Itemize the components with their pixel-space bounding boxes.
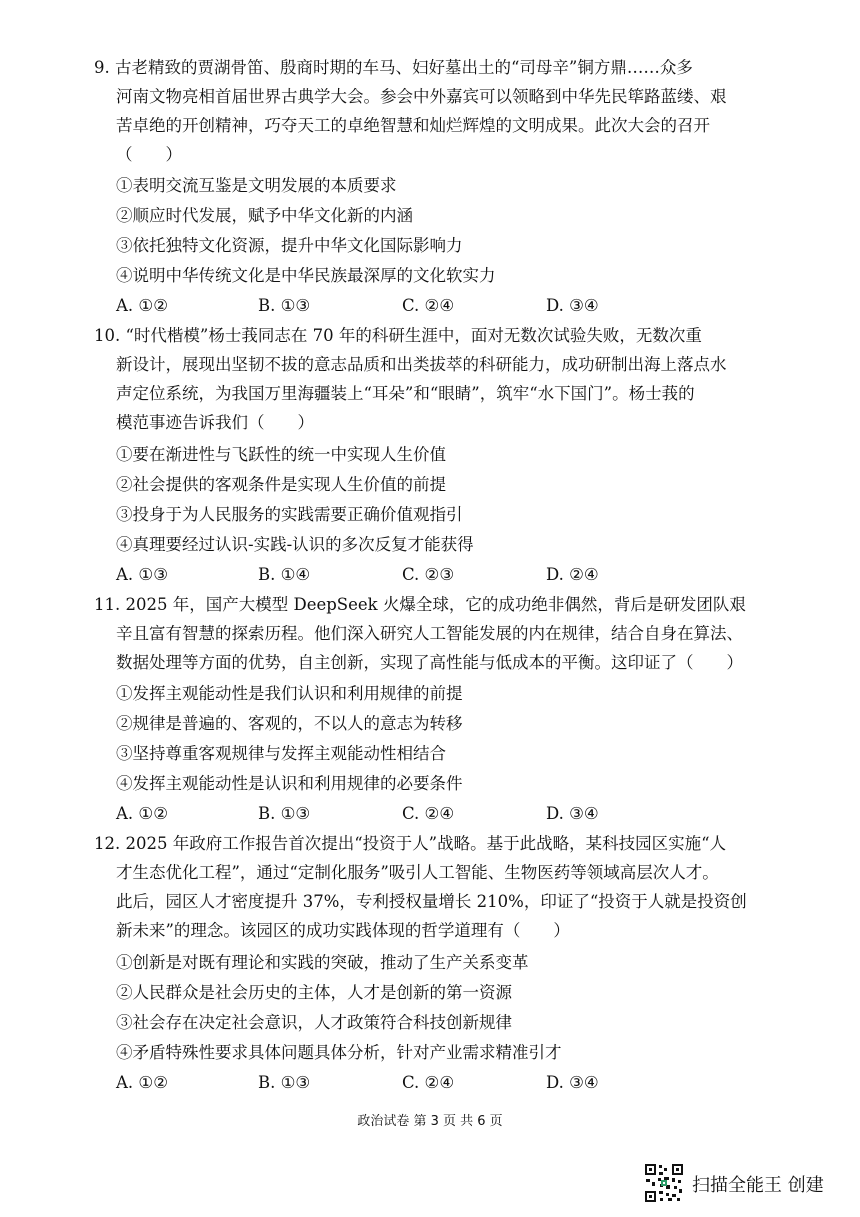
statement-item: ③依托独特文化资源，提升中华文化国际影响力: [116, 236, 463, 255]
option-d: D. ②④: [546, 565, 599, 584]
option-b: B. ①③: [258, 1073, 311, 1092]
option-b: B. ①③: [258, 296, 311, 315]
stem-line: 苦卓绝的开创精神，巧夺天工的卓绝智慧和灿烂辉煌的文明成果。此次大会的召开: [116, 116, 710, 135]
stem-line: 12. 2025 年政府工作报告首次提出“投资于人”战略。基于此战略，某科技园区实施“人: [94, 834, 727, 853]
statement-item: ④真理要经过认识-实践-认识的多次反复才能获得: [116, 535, 474, 554]
page-footer: 政治试卷 第 3 页 共 6 页: [357, 1114, 503, 1129]
option-a: A. ①②: [116, 296, 168, 315]
statement-item: ③投身于为人民服务的实践需要正确价值观指引: [116, 505, 463, 524]
statement-item: ②社会提供的客观条件是实现人生价值的前提: [116, 475, 446, 494]
options-row: [116, 295, 756, 317]
statement-item: ②顺应时代发展，赋予中华文化新的内涵: [116, 206, 413, 225]
statement-item: ④矛盾特殊性要求具体问题具体分析，针对产业需求精准引才: [116, 1043, 562, 1062]
option-a: A. ①②: [116, 804, 168, 823]
option-c: C. ②④: [402, 804, 455, 823]
options-row: [116, 803, 756, 825]
stem-line: 此后，园区人才密度提升 37%，专利授权量增长 210%，印证了“投资于人就是投资创: [116, 892, 747, 911]
options-row: [116, 1072, 756, 1094]
stem-line: 11. 2025 年，国产大模型 DeepSeek 火爆全球，它的成功绝非偶然，背后是研发团队艰: [94, 595, 746, 614]
scanner-brand-text: 扫描全能王 创建: [692, 1175, 824, 1196]
option-b: B. ①④: [258, 565, 311, 584]
statement-item: ①表明交流互鉴是文明发展的本质要求: [116, 176, 397, 195]
stem-line: 数据处理等方面的优势，自主创新，实现了高性能与低成本的平衡。这印证了（ ）: [116, 653, 743, 672]
options-row: [116, 564, 756, 586]
option-b: B. ①③: [258, 804, 311, 823]
statement-item: ①创新是对既有理论和实践的突破，推动了生产关系变革: [116, 953, 529, 972]
statement-item: ②人民群众是社会历史的主体，人才是创新的第一资源: [116, 983, 512, 1002]
scanner-watermark: [644, 1161, 844, 1205]
option-a: A. ①②: [116, 1073, 168, 1092]
stem-line: 声定位系统，为我国万里海疆装上“耳朵”和“眼睛”，筑牢“水下国门”。杨士莪的: [116, 384, 695, 403]
statement-item: ④说明中华传统文化是中华民族最深厚的文化软实力: [116, 266, 496, 285]
statement-item: ③坚持尊重客观规律与发挥主观能动性相结合: [116, 744, 446, 763]
stem-line: 河南文物亮相首届世界古典学大会。参会中外嘉宾可以领略到中华先民筚路蓝缕、艰: [116, 87, 727, 106]
qr-code-icon: [644, 1163, 684, 1203]
stem-line: 模范事迹告诉我们（ ）: [116, 413, 314, 432]
stem-line: 9. 古老精致的贾湖骨笛、殷商时期的车马、妇好墓出土的“司母辛”铜方鼎……众多: [94, 58, 693, 77]
statement-item: ④发挥主观能动性是认识和利用规律的必要条件: [116, 774, 463, 793]
statement-item: ③社会存在决定社会意识，人才政策符合科技创新规律: [116, 1013, 512, 1032]
stem-line: （ ）: [116, 145, 182, 164]
stem-line: 新未来”的理念。该园区的成功实践体现的哲学道理有（ ）: [116, 921, 570, 940]
option-c: C. ②④: [402, 296, 455, 315]
option-d: D. ③④: [546, 1073, 599, 1092]
stem-line: 才生态优化工程”，通过“定制化服务”吸引人工智能、生物医药等领域高层次人才。: [116, 863, 719, 882]
statement-item: ①要在渐进性与飞跃性的统一中实现人生价值: [116, 445, 446, 464]
statement-item: ②规律是普遍的、客观的，不以人的意志为转移: [116, 714, 463, 733]
option-c: C. ②③: [402, 565, 455, 584]
stem-line: 辛且富有智慧的探索历程。他们深入研究人工智能发展的内在规律，结合自身在算法、: [116, 624, 743, 643]
stem-line: 新设计，展现出坚韧不拔的意志品质和出类拔萃的科研能力，成功研制出海上落点水: [116, 355, 727, 374]
statement-item: ①发挥主观能动性是我们认识和利用规律的前提: [116, 684, 463, 703]
option-d: D. ③④: [546, 296, 599, 315]
stem-line: 10. “时代楷模”杨士莪同志在 70 年的科研生涯中，面对无数次试验失败，无数次重: [94, 326, 702, 345]
option-c: C. ②④: [402, 1073, 455, 1092]
option-a: A. ①③: [116, 565, 168, 584]
option-d: D. ③④: [546, 804, 599, 823]
